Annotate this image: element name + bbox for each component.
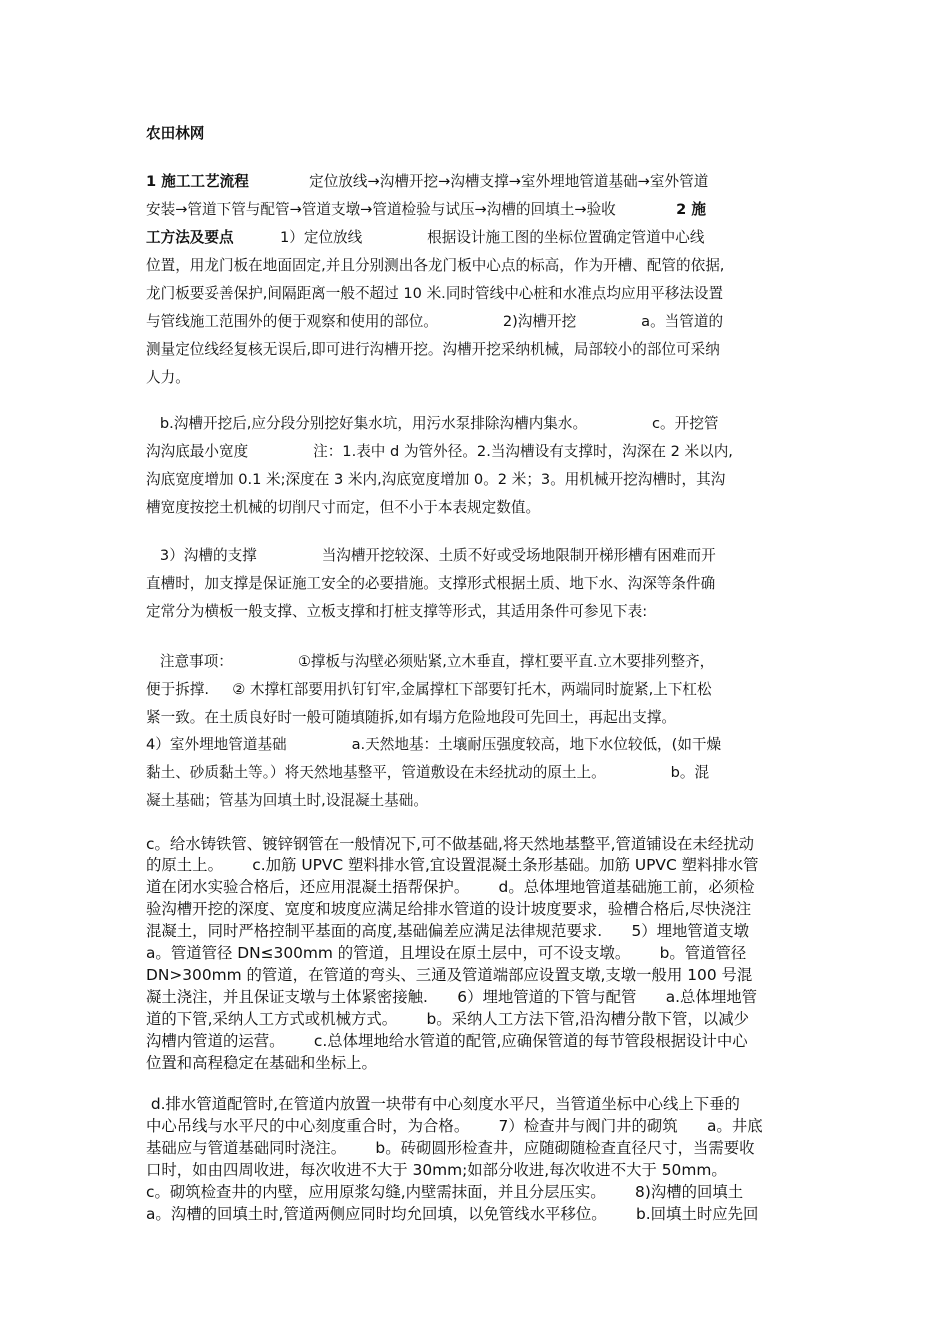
p5-line-11: 位置和高程稳定在基础和坐标上。 xyxy=(146,1054,377,1072)
p5-line-6: a。管道管径 DN≤300mm 的管道，且埋设在原土层中，可不设支墩。 b。管道管径 xyxy=(146,944,747,962)
p6-line-4: 口时，如由四周收进，每次收进不大于 30mm;如部分收进,每次收进不大于 50mm。 xyxy=(146,1161,727,1179)
p5-line-5: 混凝土，同时严格控制平基面的高度,基础偏差应满足法律规范要求. 5）埋地管道支墩 xyxy=(146,922,749,940)
p1-line-3: 工方法及要点 1）定位放线 根据设计施工图的坐标位置确定管道中心线 xyxy=(146,229,705,246)
p1-line-7: 测量定位线经复核无误后,即可进行沟槽开挖。沟槽开挖采纳机械，局部较小的部位可采纳 xyxy=(146,341,720,358)
section-heading-2a: 2 施 xyxy=(676,201,706,218)
doc-title: 农田林网 xyxy=(146,125,205,142)
p5-line-9: 道的下管,采纳人工方式或机械方式。 b。采纳人工方法下管,沿沟槽分散下管，以减少 xyxy=(146,1010,749,1028)
p3-line-2: 直槽时，加支撑是保证施工安全的必要措施。支撑形式根据土质、地下水、沟深等条件确 xyxy=(146,575,716,592)
section-heading-2b: 工方法及要点 xyxy=(146,229,234,246)
p2-line-2: 沟沟底最小宽度 注：1.表中 d 为管外径。2.当沟槽设有支撑时，沟深在 2 米以内, xyxy=(146,443,733,460)
p1-line-4: 位置，用龙门板在地面固定,并且分别测出各龙门板中心点的标高，作为开槽、配管的依据, xyxy=(146,257,725,274)
p4-line-3: 紧一致。在土质良好时一般可随填随拆,如有塌方危险地段可先回土，再起出支撑。 xyxy=(146,709,677,726)
p3-line-1: 3）沟槽的支撑 当沟槽开挖较深、土质不好或受场地限制开梯形槽有困难而开 xyxy=(146,547,716,564)
p2-line-3: 沟底宽度增加 0.1 米;深度在 3 米内,沟底宽度增加 0。2 米；3。用机械开挖沟槽时，其沟 xyxy=(146,471,726,488)
p2-line-1: b.沟槽开挖后,应分段分别挖好集水坑，用污水泵排除沟槽内集水。 c。开挖管 xyxy=(146,415,719,432)
p6-line-3: 基础应与管道基础同时浇注。 b。砖砌圆形检查井，应随砌随检查直径尺寸，当需要收 xyxy=(146,1139,755,1157)
p4-line-1: 注意事项： ①撑板与沟壁必须贴紧,立木垂直，撑杠要平直.立木要排列整齐， xyxy=(146,653,715,670)
p6-line-6: a。沟槽的回填土时,管道两侧应同时均允回填，以免管线水平移位。 b.回填土时应先回 xyxy=(146,1205,759,1223)
p6-line-1: d.排水管道配管时,在管道内放置一块带有中心刻度水平尺，当管道坐标中心线上下垂的 xyxy=(146,1095,740,1113)
p5-line-3: 道在闭水实验合格后，还应用混凝土捂帮保护。 d。总体埋地管道基础施工前，必须检 xyxy=(146,878,755,896)
p4-line-4: 4）室外埋地管道基础 a.天然地基：土壤耐压强度较高，地下水位较低，(如干燥 xyxy=(146,736,722,753)
p1-line-1: 1 施工工艺流程 定位放线→沟槽开挖→沟槽支撑→室外埋地管道基础→室外管道 xyxy=(146,173,709,190)
p5-line-4: 验沟槽开挖的深度、宽度和坡度应满足给排水管道的设计坡度要求，验槽合格后,尽快浇注 xyxy=(146,900,752,918)
p4-line-5: 黏土、砂质黏土等。）将天然地基整平，管道敷设在未经扰动的原土上。 b。混 xyxy=(146,764,710,781)
p1-line-5: 龙门板要妥善保护,间隔距离一般不超过 10 米.同时管线中心桩和水准点均应用平移法设置 xyxy=(146,285,724,302)
p3-line-3: 定常分为横板一般支撑、立板支撑和打桩支撑等形式，其适用条件可参见下表: xyxy=(146,603,648,620)
p6-line-2: 中心吊线与水平尺的中心刻度重合时，为合格。 7）检查井与阀门井的砌筑 a。井底 xyxy=(146,1117,763,1135)
section-heading-1: 1 施工工艺流程 xyxy=(146,173,249,190)
p5-line-8: 凝土浇注，并且保证支墩与土体紧密接触. 6）埋地管道的下管与配管 a.总体埋地管 xyxy=(146,988,757,1006)
p4-line-6: 凝土基础；管基为回填土时,设混凝土基础。 xyxy=(146,792,428,809)
p6-line-5: c。砌筑检查井的内壁，应用原浆勾缝,内壁需抹面，并且分层压实。 8)沟槽的回填土 xyxy=(146,1183,744,1201)
p1-line-6: 与管线施工范围外的便于观察和使用的部位。 2)沟槽开挖 a。当管道的 xyxy=(146,313,724,330)
p2-line-4: 槽宽度按挖土机械的切削尺寸而定，但不小于本表规定数值。 xyxy=(146,499,541,516)
p5-line-7: DN>300mm 的管道，在管道的弯头、三通及管道端部应设置支墩,支墩一般用 100 号混 xyxy=(146,966,753,984)
p5-line-2: 的原土上。 c.加筋 UPVC 塑料排水管,宜设置混凝土条形基础。加筋 UPVC 塑料排水管 xyxy=(146,856,759,874)
p1-line-2: 安装→管道下管与配管→管道支墩→管道检验与试压→沟槽的回填土→验收 2 施 xyxy=(146,201,706,218)
p1-line-8: 人力。 xyxy=(146,369,190,386)
p5-line-10: 沟槽内管道的运营。 c.总体埋地给水管道的配管,应确保管道的每节管段根据设计中心 xyxy=(146,1032,748,1050)
p5-line-1: c。给水铸铁管、镀锌钢管在一般情况下,可不做基础,将天然地基整平,管道铺设在未经扰动 xyxy=(146,835,754,853)
p4-line-2: 便于拆撑. ② 木撑杠部要用扒钉钉牢,金属撑杠下部要钉托木，两端同时旋紧,上下杠松 xyxy=(146,681,712,698)
